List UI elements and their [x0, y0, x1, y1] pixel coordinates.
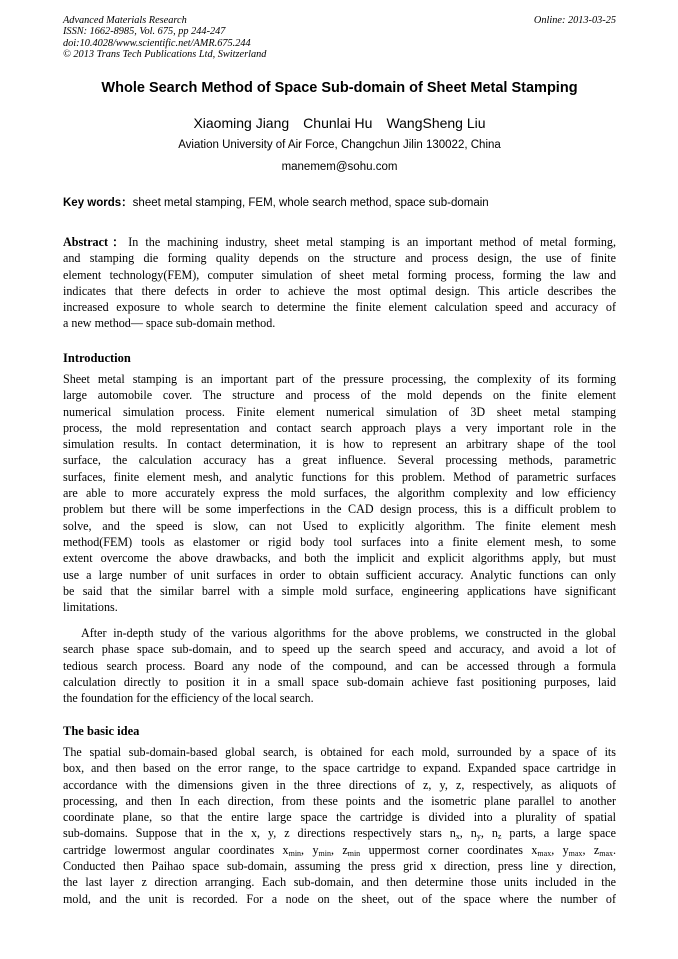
- text-line: accordance with the dimensions given in the three directions of z, y, z, respectively, as aliquots of: [63, 777, 616, 792]
- text-line: numerical simulation process. Finite element numerical simulation of 3D sheet metal stamping: [63, 404, 616, 419]
- author-name: Xiaoming Jiang: [193, 115, 290, 131]
- abstract-line: a new method— space sub-domain method.: [63, 316, 276, 331]
- journal-name: Advanced Materials Research: [63, 15, 187, 26]
- text-line: tedious search process. Board any node of the compound, and can be accessed through a formula: [63, 658, 616, 673]
- author-list: [63, 114, 616, 132]
- introduction-paragraph-2: [63, 625, 616, 706]
- introduction-paragraph-1: [63, 371, 616, 615]
- abstract-line: Abstract：In the machining industry, sheet metal stamping is an important method of metal forming,: [63, 235, 616, 249]
- online-date: Online: 2013-03-25: [533, 15, 616, 26]
- abstract-label: Abstract：: [63, 235, 129, 249]
- issn-line: ISSN: 1662-8985, Vol. 675, pp 244-247: [63, 26, 226, 38]
- text-line: calculation directly to position it in a small space sub-domain achieve fast positioning purposes, laid: [63, 674, 616, 689]
- text-line: Conducted then Paihao space sub-domain, assuming the press grid x direction, press line y direction,: [63, 859, 616, 874]
- text-line: are able to more accurately express the mold surfaces, the algorithm complexity and low efficiency: [63, 486, 616, 501]
- journal-header: [63, 15, 616, 61]
- abstract-line: and stamping die forming quality depends on the structure and process design, the use of finite: [63, 251, 616, 266]
- author-email: manemem@sohu.com: [281, 161, 398, 173]
- text-line: problem but there will be some imperfections in the CAD design process, this is a difficult problem to: [63, 502, 616, 517]
- doi-line: doi:10.4028/www.scientific.net/AMR.675.244: [63, 37, 251, 49]
- text-line: mold, and the unit is recorded. For a node on the sheet, out of the space where the number of: [63, 891, 616, 906]
- text-line: process, the mold representation and contact search approach plays a very important role in the: [63, 420, 616, 435]
- basic-idea-paragraph: [63, 744, 616, 907]
- text-line: surface, the calculation accuracy has a great influence. Several processing methods, parametric: [63, 453, 616, 468]
- text-line: After in-depth study of the various algorithms for the above problems, we constructed in the global: [81, 626, 616, 640]
- text-line: Sheet metal stamping is an important part of the pressure processing, the complexity of its forming: [63, 372, 616, 386]
- text-line: cartridge lowermost angular coordinates $x_{min}$, $y_{min}$, $z_{min}$ uppermost corner coordinates $x_{max}$, $y_{max}$, $z_{max}$.: [63, 842, 616, 858]
- abstract-line: indicates that there defects in order to achieve the most optimal design. This article describes the: [63, 283, 616, 298]
- text-line: processing, and then In each direction, from these points and the isometric plane parallel to another: [63, 793, 616, 808]
- abstract-line: element technology(FEM), computer simulation of sheet metal forming process, forming the law and: [63, 267, 616, 282]
- author-name: WangSheng Liu: [386, 115, 486, 131]
- abstract-line: increased exposure to whole search to determine the finite element calculation speed and accuracy of: [63, 300, 616, 315]
- text-line: coordinate plane, so that the entire large space the cartridge is divided into a plurality of spatial: [63, 810, 616, 825]
- text-line: be said that the similar barrel with a simple mold surface, engineering applications have significant: [63, 583, 616, 598]
- text-line: large automobile cover. The structure and process of the mold depends on the finite element: [63, 388, 616, 403]
- text-line: limitations.: [63, 600, 118, 615]
- affiliation: Aviation University of Air Force, Changchun Jilin 130022, China: [178, 139, 501, 151]
- keywords-label: Key words：: [63, 197, 133, 209]
- section-heading-basic-idea: The basic idea: [63, 724, 140, 738]
- text-line: box, and then based on the error range, to the space cartridge to expand. Expanded space cartridge in: [63, 761, 616, 776]
- text-line: the last layer z direction arranging. Each sub-domain, and then determine those units included in the: [63, 875, 616, 890]
- text-line: surfaces, finite element mesh, and analytic functions for this problem. Method of parametric surfaces: [63, 469, 616, 484]
- text-line: the foundation for the efficiency of the local search.: [63, 691, 314, 706]
- section-heading-introduction: Introduction: [63, 351, 131, 365]
- text-line: method(FEM) tools as elastomer or rigid body tool surfaces into a finite element mesh, to some: [63, 534, 616, 549]
- keywords: [63, 196, 616, 211]
- text-line: The spatial sub-domain-based global search, is obtained for each mold, surrounded by a space of its: [63, 745, 616, 759]
- copyright-line: © 2013 Trans Tech Publications Ltd, Switzerland: [63, 49, 267, 61]
- text-line: simulation results. In contact determination, it is how to represent an arbitrary shape of the tool: [63, 437, 616, 452]
- author-name: Chunlai Hu: [303, 115, 373, 131]
- text-line: use a large number of unit surfaces in order to obtain sufficient accuracy. Analytic functions can only: [63, 567, 616, 582]
- text-line: sub-domains. Suppose that in the x, y, z directions respectively stars $n_x$, $n_y$, $n_z$ parts, a large space: [63, 826, 616, 842]
- paper-title: Whole Search Method of Space Sub-domain of Sheet Metal Stamping: [101, 80, 578, 96]
- abstract: [63, 234, 616, 332]
- text-line: extent overcome the above drawbacks, and both the implicit and explicit algorithms apply, but must: [63, 551, 616, 566]
- text-line: search phase space sub-domain, and to speed up the search speed and accuracy, and avoid a lot of: [63, 642, 616, 657]
- keywords-text: sheet metal stamping, FEM, whole search method, space sub-domain: [132, 197, 489, 209]
- text-line: solve, and the speed is slow, can not Used to explicitly algorithm. The finite element mesh: [63, 518, 616, 533]
